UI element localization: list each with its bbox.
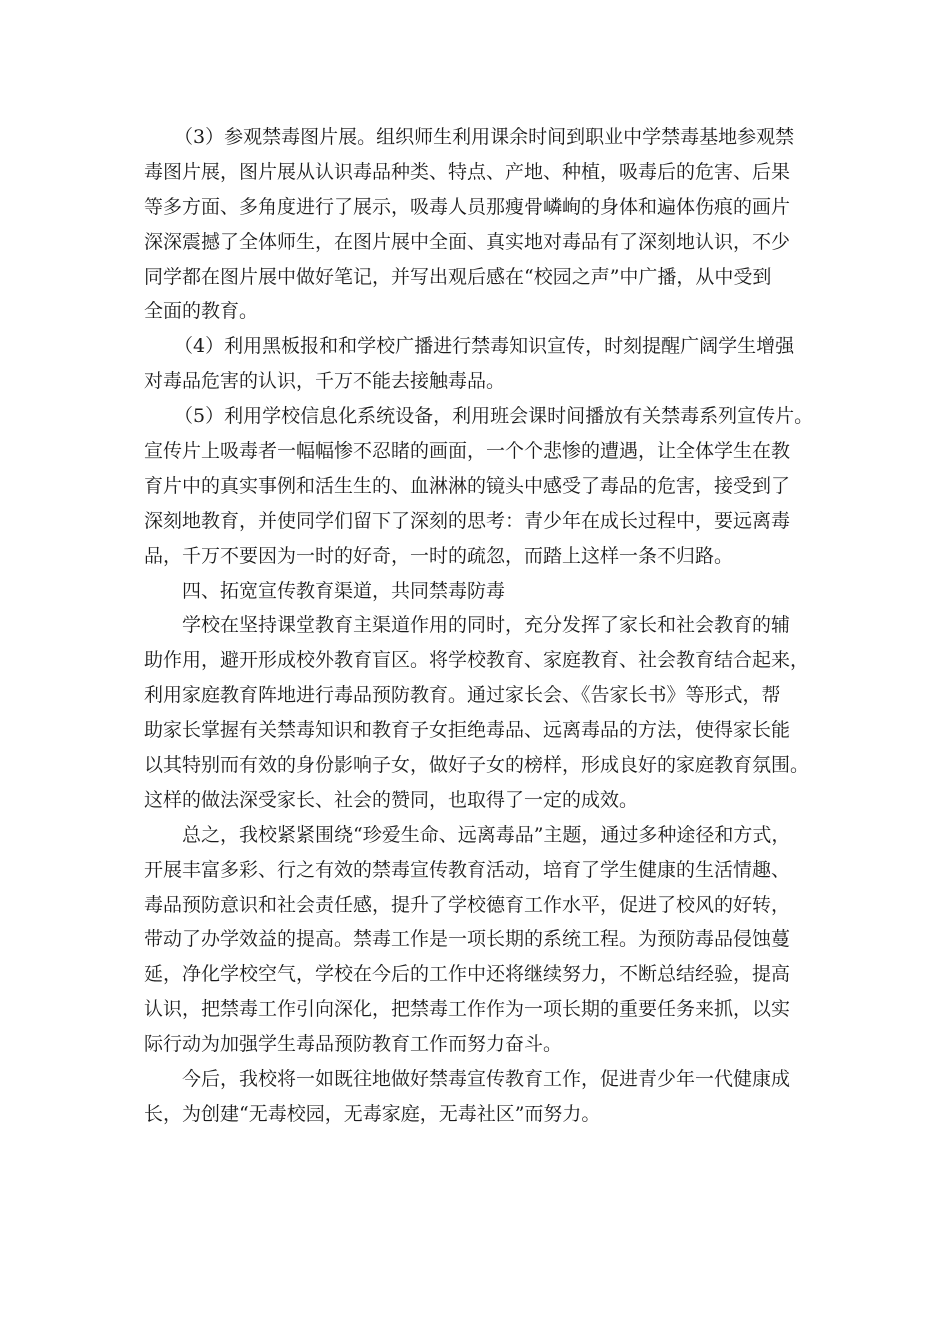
paragraph-line: 等多方面、多角度进行了展示，吸毒人员那瘦骨嶙峋的身体和遍体伤痕的画片 xyxy=(144,195,791,218)
paragraph-line: 助作用，避开形成校外教育盲区。将学校教育、家庭教育、社会教育结合起来， xyxy=(144,649,810,672)
paragraph-line: 长，为创建“无毒校园，无毒家庭，无毒社区”而努力。 xyxy=(144,1102,601,1125)
paragraph-line: 带动了办学效益的提高。禁毒工作是一项长期的系统工程。为预防毒品侵蚀蔓 xyxy=(144,928,791,951)
paragraph-line: 助家长掌握有关禁毒知识和教育子女拒绝毒品、远离毒品的方法，使得家长能 xyxy=(144,719,791,742)
paragraph-line: 毒图片展，图片展从认识毒品种类、特点、产地、种植，吸毒后的危害、后果 xyxy=(144,160,791,183)
paragraph-line: 品，千万不要因为一时的好奇，一时的疏忽，而踏上这样一条不归路。 xyxy=(144,544,734,567)
paragraph-line: 延，净化学校空气，学校在今后的工作中还将继续努力，不断总结经验，提高 xyxy=(144,963,791,986)
paragraph-line: 今后，我校将一如既往地做好禁毒宣传教育工作，促进青少年一代健康成 xyxy=(182,1068,791,1091)
paragraph-line: 开展丰富多彩、行之有效的禁毒宣传教育活动，培育了学生健康的生活情趣、 xyxy=(144,858,791,881)
section-heading: 四、拓宽宣传教育渠道，共同禁毒防毒 xyxy=(182,579,506,602)
paragraph-line: （4）利用黑板报和和学校广播进行禁毒知识宣传，时刻提醒广阔学生增强 xyxy=(174,335,795,358)
paragraph-line: 际行动为加强学生毒品预防教育工作而努力奋斗。 xyxy=(144,1033,563,1056)
paragraph-line: 这样的做法深受家长、社会的赞同，也取得了一定的成效。 xyxy=(144,788,639,811)
paragraph-line: 宣传片上吸毒者一幅幅惨不忍睹的画面，一个个悲惨的遭遇，让全体学生在教 xyxy=(144,440,791,463)
paragraph-line: 深刻地教育，并使同学们留下了深刻的思考：青少年在成长过程中，要远离毒 xyxy=(144,509,791,532)
paragraph-line: 利用家庭教育阵地进行毒品预防教育。通过家长会、《告家长书》等形式，帮 xyxy=(144,684,781,707)
paragraph-line: 总之，我校紧紧围绕“珍爱生命、远离毒品”主题，通过多种途径和方式， xyxy=(182,823,791,846)
paragraph-line: （5）利用学校信息化系统设备，利用班会课时间播放有关禁毒系列宣传片。 xyxy=(174,405,814,428)
paragraph-line: 育片中的真实事例和活生生的、血淋淋的镜头中感受了毒品的危害，接受到了 xyxy=(144,474,791,497)
paragraph-line: 对毒品危害的认识，千万不能去接触毒品。 xyxy=(144,370,506,393)
paragraph-line: （3）参观禁毒图片展。组织师生利用课余时间到职业中学禁毒基地参观禁 xyxy=(174,126,795,148)
paragraph-line: 同学都在图片展中做好笔记，并写出观后感在“校园之声”中广播，从中受到 xyxy=(144,265,772,288)
paragraph-line: 学校在坚持课堂教育主渠道作用的同时，充分发挥了家长和社会教育的辅 xyxy=(182,614,791,637)
paragraph-line: 全面的教育。 xyxy=(144,300,259,323)
paragraph-line: 认识，把禁毒工作引向深化，把禁毒工作作为一项长期的重要任务来抓，以实 xyxy=(144,998,791,1021)
paragraph-line: 深深震撼了全体师生，在图片展中全面、真实地对毒品有了深刻地认识，不少 xyxy=(144,230,791,253)
paragraph-line: 以其特别而有效的身份影响子女，做好子女的榜样，形成良好的家庭教育氛围。 xyxy=(144,754,810,777)
document-body xyxy=(144,120,824,1132)
paragraph-line: 毒品预防意识和社会责任感，提升了学校德育工作水平，促进了校风的好转， xyxy=(144,893,791,916)
